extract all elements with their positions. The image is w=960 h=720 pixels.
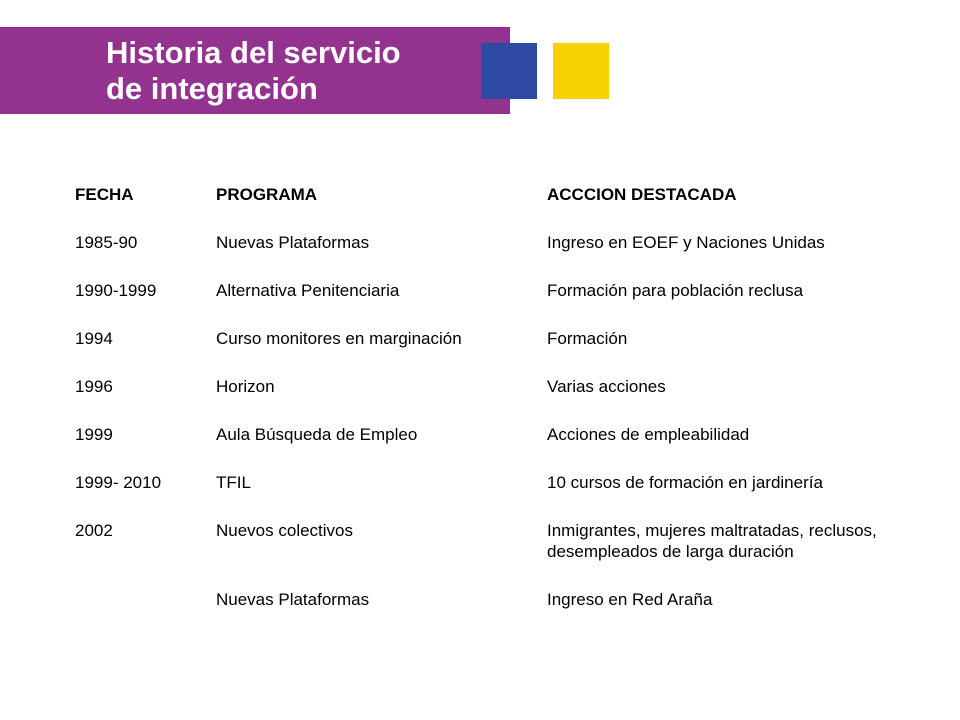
title-line-2: de integración bbox=[106, 71, 318, 106]
cell-programa: Horizon bbox=[216, 377, 275, 396]
page-title bbox=[106, 35, 401, 107]
cell-programa: Nuevos colectivos bbox=[216, 521, 354, 540]
cell-fecha: 1994 bbox=[75, 329, 113, 348]
cell-accion: Formación para población reclusa bbox=[547, 281, 804, 300]
cell-programa: TFIL bbox=[216, 473, 251, 492]
table-row bbox=[75, 520, 887, 589]
cell-fecha: 1996 bbox=[75, 377, 113, 396]
history-table bbox=[75, 184, 887, 637]
cell-accion: Formación bbox=[547, 329, 628, 348]
table-row bbox=[75, 232, 887, 280]
yellow-square-decoration bbox=[553, 43, 609, 99]
table-row bbox=[75, 328, 887, 376]
blue-square-decoration bbox=[481, 43, 537, 99]
table-row bbox=[75, 589, 887, 637]
table-row bbox=[75, 376, 887, 424]
cell-programa: Nuevas Plataformas bbox=[216, 590, 370, 609]
cell-accion: Acciones de empleabilidad bbox=[547, 425, 750, 444]
cell-fecha: 1999- 2010 bbox=[75, 473, 162, 492]
cell-accion: Ingreso en Red Araña bbox=[547, 590, 713, 609]
cell-accion: Varias acciones bbox=[547, 377, 666, 396]
cell-fecha: 2002 bbox=[75, 521, 113, 540]
table-header-row bbox=[75, 184, 887, 232]
cell-fecha: 1990-1999 bbox=[75, 281, 157, 300]
table-row bbox=[75, 280, 887, 328]
cell-fecha: 1985-90 bbox=[75, 233, 138, 252]
header-programa: PROGRAMA bbox=[216, 185, 318, 204]
header-accion: ACCCION DESTACADA bbox=[547, 185, 737, 204]
cell-programa: Curso monitores en marginación bbox=[216, 329, 462, 348]
table-row bbox=[75, 424, 887, 472]
cell-programa: Aula Búsqueda de Empleo bbox=[216, 425, 418, 444]
title-line-1: Historia del servicio bbox=[106, 35, 401, 70]
cell-fecha bbox=[75, 589, 216, 637]
header-fecha: FECHA bbox=[75, 185, 134, 204]
cell-accion: 10 cursos de formación en jardinería bbox=[547, 473, 823, 492]
table-row bbox=[75, 472, 887, 520]
cell-fecha: 1999 bbox=[75, 425, 113, 444]
cell-programa: Alternativa Penitenciaria bbox=[216, 281, 400, 300]
cell-accion: Inmigrantes, mujeres maltratadas, reclusos, desempleados de larga duración bbox=[547, 521, 877, 561]
cell-accion: Ingreso en EOEF y Naciones Unidas bbox=[547, 233, 825, 252]
cell-programa: Nuevas Plataformas bbox=[216, 233, 370, 252]
